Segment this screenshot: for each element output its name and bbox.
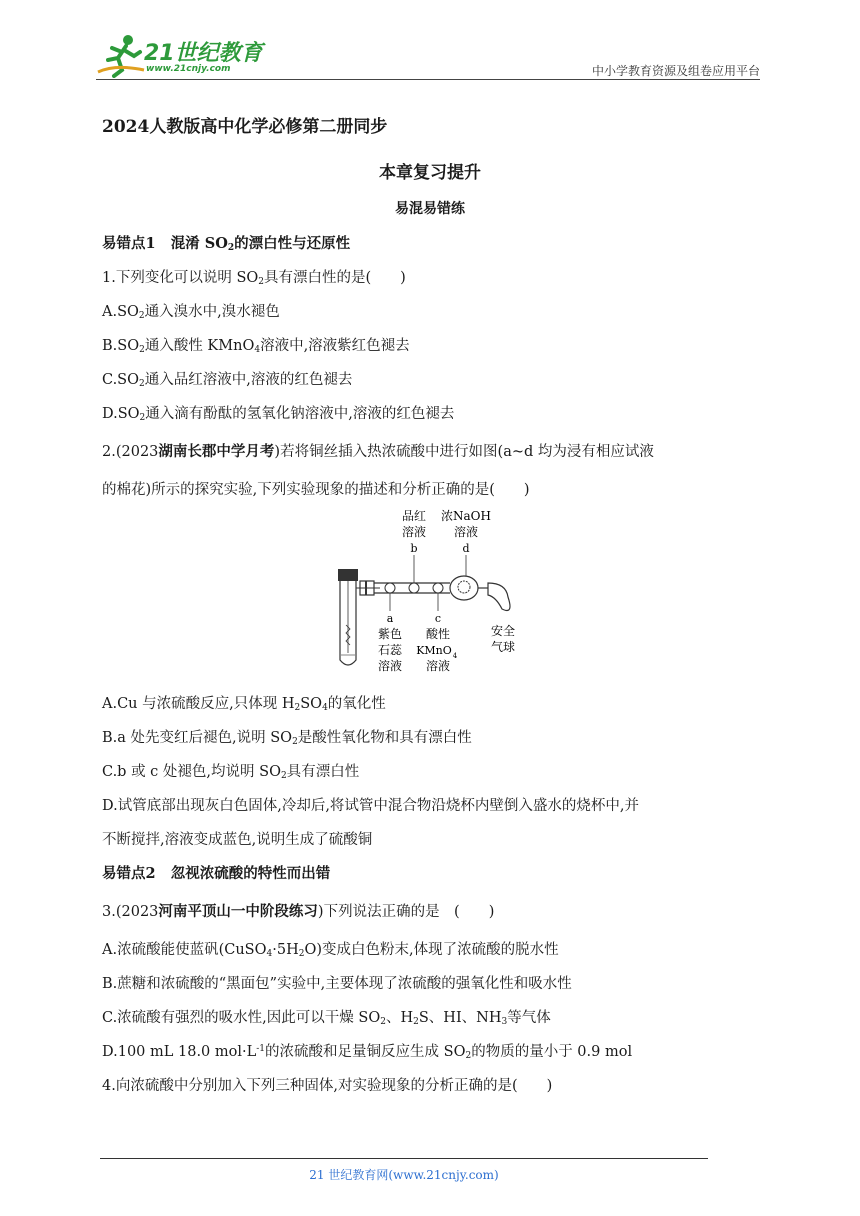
question-2-option-d-line-2: 不断搅拌,溶液变成蓝色,说明生成了硫酸铜 <box>102 832 373 848</box>
label-c-letter: c <box>434 612 442 625</box>
label-a-line1: 紫色 <box>377 627 403 641</box>
question-2-option-c: C.b 或 c 处褪色,均说明 $SO_2$具有漂白性 <box>102 764 360 781</box>
section-title: 易混易错练 <box>395 201 465 217</box>
label-b-top2: 溶液 <box>401 525 427 539</box>
question-3-stem: 3.(2023河南平顶山一中阶段练习)下列说法正确的是 ( ) <box>102 903 495 920</box>
logo-text: 21世纪教育 <box>144 41 263 66</box>
question-3-source: 河南平顶山一中阶段练习 <box>158 903 318 920</box>
question-4-stem: 4.向浓硫酸中分别加入下列三种固体,对实验现象的分析正确的是( ) <box>102 1078 553 1094</box>
question-3-option-a: A.浓硫酸能使蓝矾$(CuSO_4\cdot 5H_2O)$变成白色粉末,体现了浓硫酸的脱水性 <box>102 942 559 959</box>
safety-balloon <box>488 583 510 611</box>
footer-divider <box>100 1158 708 1159</box>
label-c-line2: KMnO <box>416 644 452 657</box>
question-2-option-a: A.Cu 与浓硫酸反应,只体现 $H_2SO_4$的氧化性 <box>102 696 386 713</box>
label-c-line3: 溶液 <box>425 659 451 673</box>
label-b-letter: b <box>410 542 418 555</box>
label-a-line3: 溶液 <box>377 659 403 673</box>
label-balloon-line1: 安全 <box>490 624 516 638</box>
document-title: 2024人教版高中化学必修第二册同步 <box>102 117 388 137</box>
label-d-letter: d <box>462 542 470 555</box>
label-c-line2-sub: 4 <box>452 652 458 660</box>
page-header <box>96 30 760 80</box>
question-1-option-a: $A.SO_2$通入溴水中,溴水褪色 <box>102 304 280 321</box>
header-divider <box>96 79 760 80</box>
question-1-option-b: $B.SO_2$通入酸性 KMnO$_4$溶液中,溶液紫红色褪去 <box>102 338 410 355</box>
question-1-option-c: $C.SO_2$通入品红溶液中,溶液的红色褪去 <box>102 372 353 389</box>
label-c-line1: 酸性 <box>425 627 451 641</box>
question-2-option-b: B.a 处先变红后褪色,说明 $SO_2$是酸性氧化物和具有漂白性 <box>102 730 472 747</box>
error-point-2-heading: 易错点2 忽视浓硫酸的特性而出错 <box>102 865 331 882</box>
label-d-top2: 溶液 <box>453 525 479 539</box>
question-2-option-d-line-1: D.试管底部出现灰白色固体,冷却后,将试管中混合物沿烧杯内壁倒入盛水的烧杯中,并 <box>102 798 640 814</box>
label-d-top1: 浓NaOH <box>441 509 491 523</box>
logo <box>96 30 266 78</box>
question-2-source: 湖南长郡中学月考 <box>158 443 275 460</box>
apparatus-figure <box>330 505 530 680</box>
chapter-title: 本章复习提升 <box>379 163 481 183</box>
footer-link[interactable]: 21 世纪教育网(www.21cnjy.com) <box>309 1168 499 1182</box>
label-a-letter: a <box>386 612 394 625</box>
label-balloon-line2: 气球 <box>490 640 516 654</box>
question-1-stem: 1.下列变化可以说明 $SO_2$具有漂白性的是( ) <box>102 270 406 287</box>
error-point-1-heading: 易错点1 混淆 $SO_2$的漂白性与还原性 <box>102 235 351 253</box>
stopper <box>338 569 358 581</box>
runner-logo-icon <box>96 30 146 78</box>
label-a-line2: 石蕊 <box>377 643 403 657</box>
question-3-option-d: D.100 mL 18.0 $mol\cdot L^{-1}$的浓硫酸和足量铜反应生成 $SO_2$的物质的量小于 0.9 mol <box>102 1044 633 1061</box>
question-3-option-c: C.浓硫酸有强烈的吸水性,因此可以干燥 $SO_2$、$H_2S$、HI、$NH_3$等气体 <box>102 1010 551 1027</box>
question-2-stem-line-1: 2.(2023湖南长郡中学月考)若将铜丝插入热浓硫酸中进行如图(a~d 均为浸有相应试液 <box>102 443 654 460</box>
question-2-stem-line-2: 的棉花)所示的探究实验,下列实验现象的描述和分析正确的是( ) <box>102 482 530 498</box>
question-3-option-b: B.蔗糖和浓硫酸的“黑面包”实验中,主要体现了浓硫酸的强氧化性和吸水性 <box>102 976 572 992</box>
question-1-option-d: $D.SO_2$通入滴有酚酞的氢氧化钠溶液中,溶液的红色褪去 <box>102 406 455 423</box>
header-tagline: 中小学教育资源及组卷应用平台 <box>591 64 760 78</box>
label-b-top1: 品红 <box>401 509 427 523</box>
logo-url: www.21cnjy.com <box>146 64 231 74</box>
